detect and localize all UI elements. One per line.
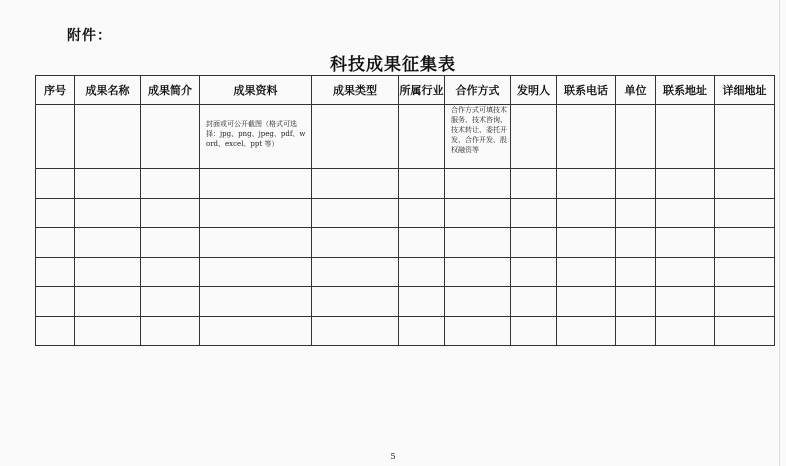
- table-row: [36, 228, 775, 258]
- table-cell[interactable]: [141, 287, 200, 317]
- table-cell[interactable]: [75, 257, 141, 287]
- header-achievement-materials: 成果资料: [200, 76, 312, 105]
- table-cell[interactable]: [557, 257, 616, 287]
- table-cell[interactable]: [75, 316, 141, 346]
- table-cell[interactable]: [445, 169, 511, 199]
- table-cell[interactable]: [141, 316, 200, 346]
- attachment-label: 附件：: [67, 28, 112, 44]
- table-cell[interactable]: [511, 257, 557, 287]
- table-cell[interactable]: [715, 228, 775, 258]
- table-cell[interactable]: [200, 257, 312, 287]
- form-title: 科技成果征集表: [330, 55, 456, 75]
- table-cell[interactable]: [656, 228, 715, 258]
- table-cell[interactable]: [511, 316, 557, 346]
- table-cell[interactable]: [141, 169, 200, 199]
- table-cell[interactable]: [312, 316, 399, 346]
- table-cell[interactable]: [715, 198, 775, 228]
- table-cell[interactable]: [511, 169, 557, 199]
- table-cell[interactable]: [36, 287, 75, 317]
- table-cell[interactable]: [36, 198, 75, 228]
- table-cell[interactable]: [200, 105, 312, 169]
- header-cooperation-mode: 合作方式: [445, 76, 511, 105]
- table-cell[interactable]: [616, 316, 656, 346]
- table-cell[interactable]: [656, 287, 715, 317]
- header-inventor: 发明人: [511, 76, 557, 105]
- header-achievement-summary: 成果简介: [141, 76, 200, 105]
- table-row: [36, 287, 775, 317]
- table-cell[interactable]: [511, 198, 557, 228]
- table-row: [36, 169, 775, 199]
- table-cell[interactable]: [141, 257, 200, 287]
- table-cell[interactable]: [557, 105, 616, 169]
- table-cell[interactable]: [715, 316, 775, 346]
- table-cell[interactable]: [616, 169, 656, 199]
- table-cell[interactable]: [36, 105, 75, 169]
- table-cell[interactable]: [557, 287, 616, 317]
- table-cell[interactable]: [656, 257, 715, 287]
- table-cell[interactable]: [75, 198, 141, 228]
- table-cell[interactable]: [75, 105, 141, 169]
- table-cell[interactable]: [141, 198, 200, 228]
- table-cell[interactable]: [715, 105, 775, 169]
- table-cell[interactable]: [715, 169, 775, 199]
- table-cell[interactable]: [312, 287, 399, 317]
- table-cell[interactable]: [200, 316, 312, 346]
- table-cell[interactable]: [445, 316, 511, 346]
- header-organization: 单位: [616, 76, 656, 105]
- header-serial-number: 序号: [36, 76, 75, 105]
- table-cell[interactable]: [75, 228, 141, 258]
- header-detailed-address: 详细地址: [715, 76, 775, 105]
- materials-format-note: 封面或可公开截图（格式可选择：jpg、png、jpeg、pdf、word、excel、ppt 等）: [206, 120, 306, 148]
- table-cell[interactable]: [399, 316, 445, 346]
- table-cell[interactable]: [616, 198, 656, 228]
- table-cell[interactable]: [715, 257, 775, 287]
- table-cell[interactable]: [557, 316, 616, 346]
- table-cell[interactable]: [75, 169, 141, 199]
- table-cell[interactable]: [557, 169, 616, 199]
- table-cell[interactable]: [656, 105, 715, 169]
- table-cell[interactable]: [656, 316, 715, 346]
- table-cell[interactable]: [399, 228, 445, 258]
- table-cell[interactable]: [715, 287, 775, 317]
- table-cell[interactable]: [399, 169, 445, 199]
- collection-table: [35, 75, 775, 346]
- header-industry: 所属行业: [399, 76, 445, 105]
- table-cell[interactable]: [616, 287, 656, 317]
- header-achievement-name: 成果名称: [75, 76, 141, 105]
- table-cell[interactable]: [200, 198, 312, 228]
- table-cell[interactable]: [141, 105, 200, 169]
- table-cell[interactable]: [445, 198, 511, 228]
- table-cell[interactable]: [200, 169, 312, 199]
- table-cell[interactable]: [616, 228, 656, 258]
- table-cell[interactable]: [312, 169, 399, 199]
- table-cell[interactable]: [511, 287, 557, 317]
- table-cell[interactable]: [399, 105, 445, 169]
- table-row: [36, 316, 775, 346]
- table-cell[interactable]: [656, 198, 715, 228]
- header-achievement-type: 成果类型: [312, 76, 399, 105]
- table-cell[interactable]: [312, 105, 399, 169]
- table-cell[interactable]: [616, 257, 656, 287]
- table-cell[interactable]: [557, 228, 616, 258]
- table-cell[interactable]: [75, 287, 141, 317]
- table-cell[interactable]: [445, 257, 511, 287]
- table-cell[interactable]: [36, 257, 75, 287]
- header-contact-address: 联系地址: [656, 76, 715, 105]
- table-cell[interactable]: [141, 228, 200, 258]
- table-row: [36, 198, 775, 228]
- table-cell[interactable]: [200, 228, 312, 258]
- table-cell[interactable]: [445, 105, 511, 169]
- header-row: [36, 76, 775, 105]
- table-cell[interactable]: [36, 169, 75, 199]
- table-cell[interactable]: [511, 228, 557, 258]
- header-contact-phone: 联系电话: [557, 76, 616, 105]
- cooperation-mode-note: 合作方式可填技术服务、技术咨询、技术转让、委托开发、合作开发、股权融资等: [451, 106, 507, 154]
- table-row: [36, 257, 775, 287]
- table-cell[interactable]: [312, 198, 399, 228]
- table-cell[interactable]: [445, 287, 511, 317]
- table-cell[interactable]: [312, 257, 399, 287]
- page-number: 5: [390, 452, 396, 461]
- table-cell[interactable]: [399, 198, 445, 228]
- table-row: [36, 105, 775, 169]
- table-cell[interactable]: [656, 169, 715, 199]
- table-cell[interactable]: [36, 228, 75, 258]
- table-cell[interactable]: [399, 257, 445, 287]
- table-cell[interactable]: [511, 105, 557, 169]
- table-cell[interactable]: [36, 316, 75, 346]
- table-cell[interactable]: [616, 105, 656, 169]
- table-cell[interactable]: [557, 198, 616, 228]
- table-cell[interactable]: [200, 287, 312, 317]
- table-cell[interactable]: [399, 287, 445, 317]
- table-cell[interactable]: [445, 228, 511, 258]
- table-cell[interactable]: [312, 228, 399, 258]
